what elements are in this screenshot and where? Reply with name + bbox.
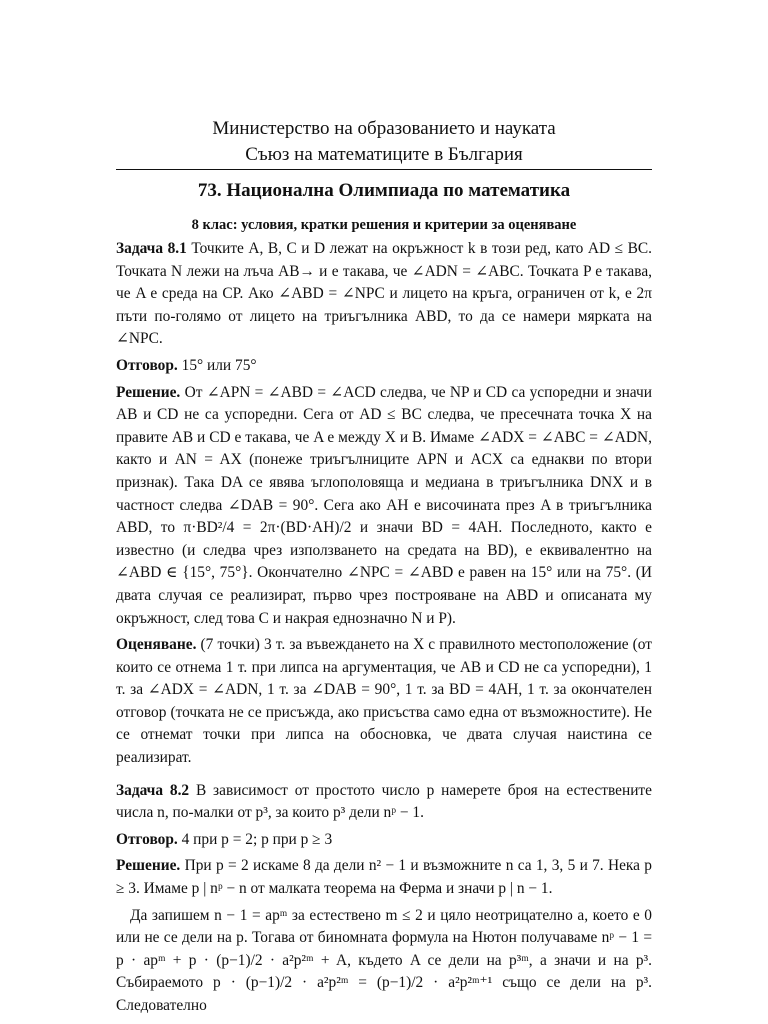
document-header xyxy=(0,116,768,168)
grade-subtitle: 8 клас: условия, кратки решения и критерии за оценяване xyxy=(191,217,577,233)
problem-8-1-label: Задача 8.1 xyxy=(116,240,187,257)
grading-label: Оценяване. xyxy=(116,636,197,654)
problem-8-2-label: Задача 8.2 xyxy=(116,781,190,799)
solution-label: Решение. xyxy=(116,383,181,401)
olympiad-title: 73. Национална Олимпиада по математика xyxy=(197,180,571,201)
problem-8-2-answer xyxy=(116,829,652,852)
grading-text: (7 точки) 3 т. за въвеждането на X с правилното местоположение (от които се отнема 1 т. при липса на аргументация, че AB и CD не са успоредни), 1 т. за ∠ADX = ∠ADN, 1 т. за ∠DAB = 90°, 1 т. за BD = 4AH, 1 т. за окончателен отговор (точката не се присъжда, ако присъства само една от възможностите). Не се отнемат точки при липса на обосновка, че двата случая наистина се реализират. xyxy=(116,636,652,767)
problem-8-1-text: Точките A, B, C и D лежат на окръжност k в този ред, като AD ≤ BC. Точката N лежи на лъча AB→ и е такава, че ∠ADN = ∠ABC. Точката P е такава, че A е среда на CP. Ако ∠ABD = ∠NPC и лицето на кръга, ограничен от k, е 2π пъти по-голямо от лицето на триъгълника ABD, то да се намери мярката на ∠NPC. xyxy=(116,240,652,348)
problem-8-2-statement xyxy=(116,780,652,825)
problem-8-2-solution xyxy=(116,855,652,900)
solution-text: От ∠APN = ∠ABD = ∠ACD следва, че NP и CD са успоредни и значи AB и CD не са успоредни. Сега от AD ≤ BC следва, че пресечната точка X на правите AB и CD е такава, че A е между X и B. Имаме ∠ADX = ∠ABC = ∠ADN, както и AN = AX (понеже триъгълниците APN и ACX са еднакви по втори признак). Така DA се явява ъглополовяща и медиана в триъгълника DNX и в частност следва ∠DAB = 90°. Сега ако AH е височината през A в триъгълника ABD, то π·BD²/4 = 2π·(BD·AH)/2 и значи BD = 4AH. Последното, както е известно (и следва чрез използването на средата на BD), е еквивалентно на ∠ABD ∈ {15°, 75°}. Окончателно ∠NPC = ∠ABD е равен на 15° или на 75°. (И двата случая се реализират, първо чрез построяване на ABD и описаната му окръжност, след това C и накрая еднозначно N и P). xyxy=(116,383,652,627)
ministry-name: Министерство на образованието и науката xyxy=(212,118,556,139)
union-name: Съюз на математиците в България xyxy=(245,144,523,165)
problem-8-1-solution xyxy=(116,382,652,631)
problem-8-1-grading xyxy=(116,634,652,770)
problem-8-1-answer xyxy=(116,355,652,378)
answer-text: 15° или 75° xyxy=(181,356,257,374)
problem-8-1-statement xyxy=(116,238,652,351)
answer-label: Отговор. xyxy=(116,356,178,374)
problem-8-2-text: В зависимост от простото число p намерете броя на естествените числа n, по-малки от p³, за които p³ дели nᵖ − 1. xyxy=(116,781,652,822)
header-divider xyxy=(116,169,652,170)
problem-8-2-solution-continued: Да запишем n − 1 = apᵐ за естествено m ≤ 2 и цяло неотрицателно a, което е 0 или не се дели на p. Тогава от биномната формула на Нютон получаваме nᵖ − 1 = p · apᵐ + p · (p−1)/2 · a²p²ᵐ + A, където A се дели на p³ᵐ, а значи и на p³. Събираемото p · (p−1)/2 · a²p²ᵐ = (p−1)/2 · a²p²ᵐ⁺¹ също се дели на p³. Следователно xyxy=(116,906,652,1014)
answer-label: Отговор. xyxy=(116,830,178,848)
solution-text: При p = 2 искаме 8 да дели n² − 1 и възможните n са 1, 3, 5 и 7. Нека p ≥ 3. Имаме p | nᵖ − n от малката теорема на Ферма и значи p | n − 1. xyxy=(116,857,652,898)
solution-label: Решение. xyxy=(116,857,181,875)
document-body xyxy=(116,238,652,1022)
answer-text: 4 при p = 2; p при p ≥ 3 xyxy=(181,830,333,848)
